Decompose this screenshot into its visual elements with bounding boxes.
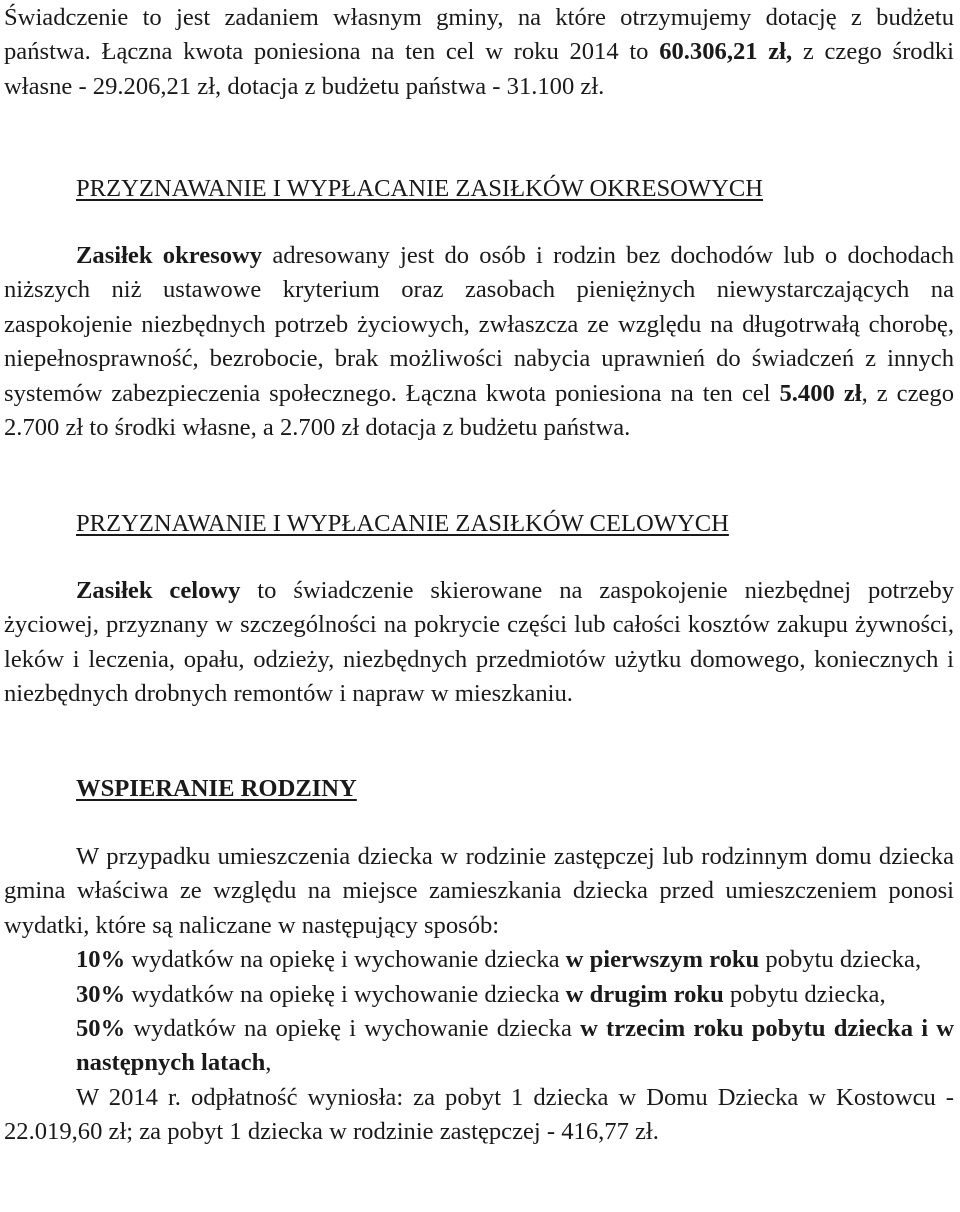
item-period: w pierwszym roku — [565, 946, 760, 974]
periodic-benefit-term: Zasiłek okresowy — [76, 242, 263, 269]
item-period: w drugim roku — [565, 980, 724, 1008]
item-percent: 50% — [76, 1015, 126, 1043]
list-item — [4, 978, 954, 1012]
item-tail: pobytu dziecka, — [723, 980, 886, 1008]
heading-family-support: WSPIERANIE RODZINY — [76, 775, 357, 802]
funding-text — [4, 1, 954, 104]
periodic-benefit-paragraph — [4, 239, 954, 445]
targeted-benefit-term: Zasiłek celowy — [76, 577, 241, 604]
funding-total-amount: 60.306,21 zł, — [659, 38, 793, 66]
funding-paragraph — [4, 1, 954, 104]
targeted-benefit-text-body: to świadczenie skierowane na zaspokojenie niezbędnej potrzeby życiowej, przyznany w szczególności na pokrycie części lub całości kosztów zakupu żywności, leków i leczenia, opału, odzieży, niezbędnych przedmiotów użytku domowego, koniecznych i niezbędnych drobnych remontów i napraw w mieszkaniu. — [4, 577, 954, 708]
targeted-benefit-paragraph — [4, 574, 954, 712]
item-text: wydatków na opiekę i wychowanie dziecka — [125, 1015, 581, 1043]
targeted-benefit-text — [4, 574, 954, 712]
periodic-benefit-text-b: , z czego 2.700 zł to środki własne, a 2.700 zł dotacja z budżetu państwa. — [4, 379, 954, 442]
list-item — [4, 1012, 954, 1081]
heading-targeted-benefits: PRZYZNAWANIE I WYPŁACANIE ZASIŁKÓW CELOWYCH — [76, 510, 729, 537]
item-text: wydatków na opiekę i wychowanie dziecka — [125, 946, 566, 974]
item-percent: 10% — [76, 946, 126, 974]
item-tail: pobytu dziecka, — [759, 946, 922, 974]
item-period: w trzecim roku pobytu dziecka i w następnych latach — [76, 1015, 954, 1077]
item-percent: 30% — [76, 980, 126, 1008]
funding-text-a: Świadczenie to jest zadaniem własnym gminy, na które otrzymujemy dotację z budżetu państwa. Łączna kwota poniesiona na ten cel w roku 2014 to — [4, 4, 954, 66]
family-support-section — [4, 840, 954, 1150]
list-item — [4, 943, 954, 977]
periodic-benefit-text — [4, 239, 954, 445]
family-support-intro: W przypadku umieszczenia dziecka w rodzinie zastępczej lub rodzinnym domu dziecka gmina właściwa ze względu na miejsce zamieszkania dziecka przed umieszczeniem ponosi wydatki, które są naliczane w następujący sposób: — [4, 843, 954, 939]
heading-periodic-benefits: PRZYZNAWANIE I WYPŁACANIE ZASIŁKÓW OKRESOWYCH — [76, 175, 764, 202]
funding-text-b: z czego środki własne - 29.206,21 zł, dotacja z budżetu państwa - 31.100 zł. — [4, 38, 955, 100]
family-support-closing: W 2014 r. odpłatność wyniosła: za pobyt 1 dziecka w Domu Dziecka w Kostowcu - 22.019,60 zł; za pobyt 1 dziecka w rodzinie zastępczej - 416,77 zł. — [4, 1083, 954, 1146]
item-text: wydatków na opiekę i wychowanie dziecka — [125, 980, 566, 1008]
periodic-benefit-text-a: adresowany jest do osób i rodzin bez dochodów lub o dochodach niższych niż ustawowe kryterium oraz zasobach pieniężnych niewystarczających na zaspokojenie niezbędnych potrzeb życiowych, zwłaszcza ze względu na długotrwałą chorobę, niepełnosprawność, bezrobocie, brak możliwości nabycia uprawnień do świadczeń z innych systemów zabezpieczenia społecznego. Łączna kwota poniesiona na ten cel — [4, 242, 954, 407]
periodic-benefit-amount: 5.400 zł — [779, 379, 862, 407]
item-tail: , — [265, 1049, 272, 1077]
